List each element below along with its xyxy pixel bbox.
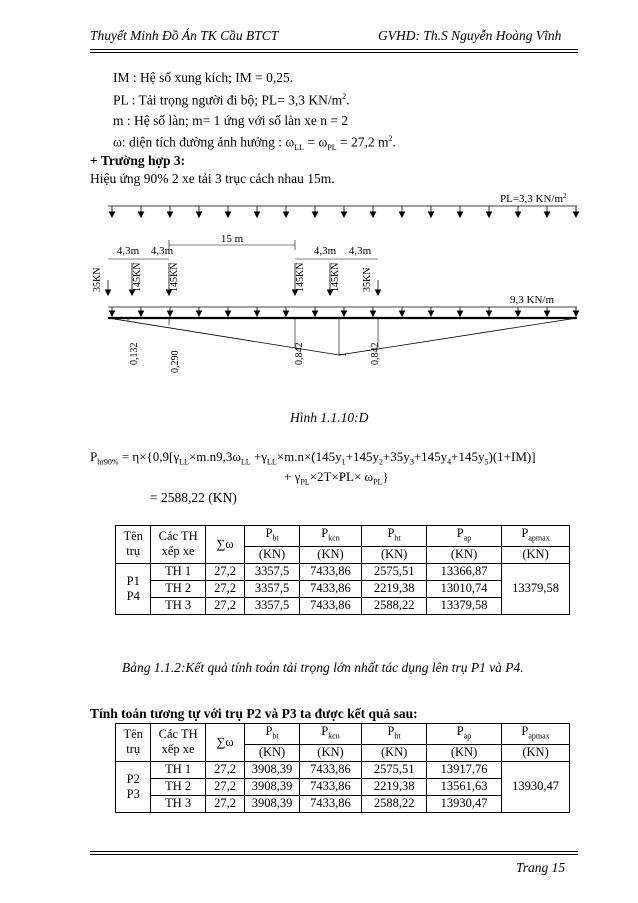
lane-load-label: 9,3 KN/m — [510, 294, 554, 306]
table-cell: TH 2 — [151, 778, 205, 795]
table-cell: 7433,86 — [299, 778, 362, 795]
axle-load-arrow — [106, 280, 111, 295]
header-pbt: $P_{bt}$ — [245, 724, 299, 745]
pedestrian-load-arrow — [284, 206, 289, 217]
table-cell: 2588,22 — [362, 795, 427, 812]
header-pap: $P_{ap}$ — [426, 526, 501, 547]
pedestrian-load-arrow — [574, 206, 579, 217]
pedestrian-load-arrow — [400, 206, 405, 217]
table-cell: 7433,86 — [299, 563, 362, 580]
lane-load-arrow — [574, 307, 579, 316]
table-cell: 7433,86 — [299, 795, 362, 812]
header-cac-th: Các TH xếp xe — [151, 526, 205, 564]
dim-label-axle-1: 4,3m — [116, 245, 140, 257]
lane-load-arrow — [226, 307, 231, 316]
formula-result: = 2588,22 (KN) — [150, 490, 237, 505]
table-cell: 27,2 — [205, 761, 245, 778]
table-cell: 7433,86 — [299, 761, 362, 778]
case-title: + Trường hợp 3: — [90, 153, 186, 168]
pier-label: P1 P4 — [116, 563, 151, 614]
pedestrian-load-arrow — [226, 206, 231, 217]
table-cell: TH 3 — [151, 597, 205, 614]
header-papmax: $P_{apmax}$ — [502, 526, 570, 547]
header-pbt: $P_{bt}$ — [245, 526, 299, 547]
pedestrian-load-arrow — [458, 206, 463, 217]
max-value: 13930,47 — [502, 761, 570, 812]
unit-cell: (KN) — [502, 546, 570, 563]
axle-load-label: 145KN — [330, 262, 341, 292]
lane-load-arrow — [284, 307, 289, 316]
pedestrian-load-arrow — [255, 206, 260, 217]
table-cell: 3357,5 — [245, 597, 299, 614]
table-cell: 7433,86 — [299, 597, 362, 614]
pedestrian-load-arrow — [545, 206, 550, 217]
header-ten-tru: Tên trụ — [116, 724, 151, 762]
table-cell: 2588,22 — [362, 597, 427, 614]
lane-load-arrow — [487, 307, 492, 316]
table-cell: 2575,51 — [362, 761, 427, 778]
table-cell: 2575,51 — [362, 563, 427, 580]
unit-cell: (KN) — [299, 744, 362, 761]
pedestrian-load-arrow — [313, 206, 318, 217]
unit-cell: (KN) — [299, 546, 362, 563]
lane-load-arrow — [197, 307, 202, 316]
pedestrian-load-arrow — [516, 206, 521, 217]
pedestrian-load-arrow — [429, 206, 434, 217]
lane-load-arrow — [313, 307, 318, 316]
table-cell: 13930,47 — [426, 795, 501, 812]
def-omega: ω: diện tích đường ảnh hưởng : $\omega_{LL} = \omega_{PL} = 27,2$ $m^2$. — [113, 134, 396, 153]
table-cell: 3908,39 — [245, 795, 299, 812]
header-papmax: $P_{apmax}$ — [502, 724, 570, 745]
header-cac-th: Các TH xếp xe — [151, 724, 205, 762]
footer-rule — [90, 851, 578, 852]
lane-load-arrow — [429, 307, 434, 316]
table-cell: 2219,38 — [362, 778, 427, 795]
dim-label-axle-2: 4,3m — [150, 245, 174, 257]
ordinate-label: 0,132 — [129, 342, 140, 365]
pedestrian-load-arrows — [108, 206, 579, 217]
axle-load-label: 35KN — [92, 267, 103, 292]
header-pht: $P_{ht}$ — [362, 724, 427, 745]
header-rule-2 — [90, 52, 578, 53]
pedestrian-load-arrow — [139, 206, 144, 217]
table-cell: 13917,76 — [426, 761, 501, 778]
def-im: IM : Hệ số xung kích; IM = 0,25. — [113, 70, 294, 85]
lane-load-arrow — [342, 307, 347, 316]
unit-cell: (KN) — [245, 546, 299, 563]
unit-cell: (KN) — [426, 744, 501, 761]
lane-load-arrow — [168, 307, 173, 316]
load-diagram — [0, 185, 638, 415]
table-row — [116, 597, 570, 614]
lane-load-arrow — [545, 307, 550, 316]
pedestrian-load-arrow — [168, 206, 173, 217]
table-cell: 7433,86 — [299, 580, 362, 597]
def-m: m : Hệ số làn; m= 1 ứng với số làn xe n = 2 — [113, 113, 349, 128]
table-row — [116, 778, 570, 795]
pedestrian-load-arrow — [110, 206, 115, 217]
lane-load-arrow — [371, 307, 376, 316]
pedestrian-load-arrow — [487, 206, 492, 217]
unit-cell: (KN) — [245, 744, 299, 761]
table-row — [116, 563, 570, 580]
header-pkcn: $P_{kcn}$ — [299, 724, 362, 745]
header-pkcn: $P_{kcn}$ — [299, 526, 362, 547]
table-cell: 3908,39 — [245, 761, 299, 778]
section2-title: Tính toán tương tự với trụ P2 và P3 ta được kết quả sau: — [90, 706, 418, 721]
case-description: Hiệu ứng 90% 2 xe tải 3 trục cách nhau 15m. — [90, 171, 335, 186]
table-cell: 13010,74 — [426, 580, 501, 597]
header-sum-omega: ∑ω — [205, 724, 245, 762]
table-cell: 13366,87 — [426, 563, 501, 580]
table-cell: TH 1 — [151, 563, 205, 580]
table-cell: 13561,63 — [426, 778, 501, 795]
header-title: Thuyết Minh Đồ Án TK Cầu BTCT — [90, 28, 279, 43]
max-value: 13379,58 — [502, 563, 570, 614]
dim-label-15m: 15 m — [220, 233, 244, 245]
axle-load-label: 145KN — [169, 262, 180, 292]
ordinate-label: 1 — [338, 352, 349, 357]
axle-load-label: 145KN — [295, 262, 306, 292]
dim-label-axle-4: 4,3m — [348, 245, 372, 257]
unit-cell: (KN) — [362, 546, 427, 563]
formula-line-1: $P_{hr90\%} = \eta\times\{0,9[\gamma_{LL}\times m.n9,3\omega_{LL} +\gamma_{LL}\times m.n\times(145y_1+145y_2+35y_3+145y_4+145y_5)(1+IM)]$ — [90, 449, 536, 467]
pedestrian-load-arrow — [371, 206, 376, 217]
table-cell: 27,2 — [205, 563, 245, 580]
table-cell: 3357,5 — [245, 580, 299, 597]
pedestrian-load-label: PL=3,3 $KN/m^2$ — [500, 192, 567, 205]
header-advisor: GVHD: Th.S Nguyễn Hoàng Vĩnh — [378, 28, 562, 43]
pier-label: P2 P3 — [116, 761, 151, 812]
axle-load-arrow — [376, 280, 381, 295]
table-cell: 2219,38 — [362, 580, 427, 597]
unit-cell: (KN) — [502, 744, 570, 761]
lane-load-arrow — [255, 307, 260, 316]
lane-load-arrow — [139, 307, 144, 316]
pedestrian-load-arrow — [197, 206, 202, 217]
axle-load-label: 35KN — [362, 267, 373, 292]
table-row — [116, 761, 570, 778]
footer-rule-2 — [90, 854, 578, 855]
header-pap: $P_{ap}$ — [426, 724, 501, 745]
dim-label-axle-3: 4,3m — [313, 245, 337, 257]
table-row — [116, 580, 570, 597]
header-ten-tru: Tên trụ — [116, 526, 151, 564]
figure-caption: Hình 1.1.10:D — [290, 410, 369, 425]
ordinate-label: 0,842 — [294, 342, 305, 365]
results-table-p2-p3 — [115, 723, 570, 813]
ordinate-label: 0,842 — [370, 342, 381, 365]
lane-load-arrow — [400, 307, 405, 316]
results-table-p1-p4 — [115, 525, 570, 615]
axle-load-label: 145KN — [132, 262, 143, 292]
unit-cell: (KN) — [426, 546, 501, 563]
lane-load-arrow — [110, 307, 115, 316]
header-pht: $P_{ht}$ — [362, 526, 427, 547]
table-cell: 3357,5 — [245, 563, 299, 580]
table-cell: 27,2 — [205, 580, 245, 597]
table-cell: 3908,39 — [245, 778, 299, 795]
table-cell: TH 1 — [151, 761, 205, 778]
table-cell: 27,2 — [205, 597, 245, 614]
table-cell: TH 2 — [151, 580, 205, 597]
pedestrian-load-arrow — [342, 206, 347, 217]
ordinate-label: 0,290 — [170, 350, 181, 373]
table-cell: 27,2 — [205, 795, 245, 812]
lane-load-arrow — [516, 307, 521, 316]
table-cell: 27,2 — [205, 778, 245, 795]
table1-caption: Bảng 1.1.2:Kết quả tính toán tải trọng lớn nhất tác dụng lên trụ P1 và P4. — [122, 660, 524, 675]
table-cell: TH 3 — [151, 795, 205, 812]
lane-load-arrow — [458, 307, 463, 316]
header-sum-omega: ∑ω — [205, 526, 245, 564]
table-row — [116, 795, 570, 812]
page-number: Trang 15 — [516, 860, 566, 875]
table-cell: 13379,58 — [426, 597, 501, 614]
influence-line — [108, 318, 577, 355]
def-pl: PL : Tải trọng người đi bộ; PL= 3,3 $KN/m^2$. — [113, 92, 350, 108]
unit-cell: (KN) — [362, 744, 427, 761]
formula-line-2: + $\gamma_{PL}\times 2T\times PL\times \omega_{PL}$} — [284, 469, 389, 487]
header-rule — [90, 49, 578, 50]
